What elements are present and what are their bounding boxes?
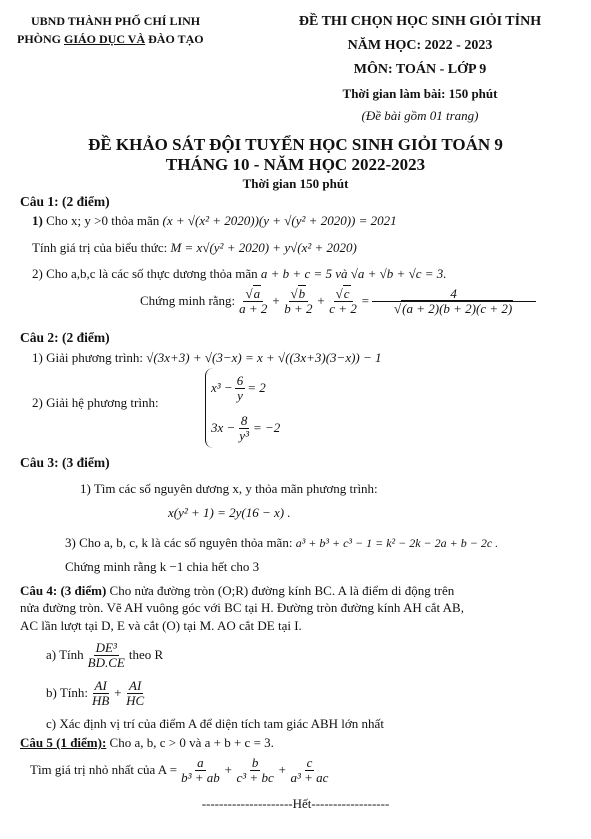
q1-part1-line2-eq: M = x√(y² + 2020) + y√(x² + 2020) [170, 240, 357, 255]
q2-system [205, 368, 280, 448]
q2-system-eq1: x³ − $\frac{6}{y}$ = 2 [211, 372, 266, 403]
q4-heading: Câu 4: (3 điểm) [20, 583, 107, 598]
q1-part2 [32, 266, 447, 282]
q5-heading: Câu 5 (1 điểm): [20, 735, 107, 750]
q1-part2-prove: Chứng minh rằng: $\frac{√a}{a + 2}$ + $\frac{√b}{b + 2}$ + $\frac{√c}{c + 2}$ = $\frac{4}{√(a + 2)(b + 2)(c + 2)}$ [140, 287, 538, 315]
q4-part-c: c) Xác định vị trí của điểm A để diện tích tam giác ABH lớn nhất [46, 716, 384, 731]
survey-time: Thời gian 150 phút [242, 176, 349, 191]
q4-part-a-label: a) Tính [46, 647, 84, 663]
frac-sqrt-a: $\frac{√a}{a + 2}$ [239, 286, 268, 316]
survey-title: ĐỀ KHẢO SÁT ĐỘI TUYỂN HỌC SINH GIỎI TOÁN 9 [88, 135, 503, 154]
q1-part1-line2 [32, 240, 357, 256]
q3-part2-prove: Chứng minh rằng k −1 chia hết cho 3 [65, 559, 260, 574]
q1-part2-text: 2) Cho a,b,c là các số thực dương thỏa mãn [32, 266, 261, 281]
q4-part-a-tail: theo R [128, 647, 164, 663]
q4-line1 [20, 583, 454, 599]
frac-sqrt-b: $\frac{√b}{b + 2}$ [284, 286, 313, 316]
time-limit: Thời gian làm bài: 150 phút [342, 86, 498, 101]
frac-sqrt-c: $\frac{√c}{c + 2}$ [329, 286, 357, 316]
q2-part1-eq: √(3x+3) + √(3−x) = x + √((3x+3)(3−x)) − 1 [146, 350, 382, 365]
q2-heading: Câu 2: (2 điểm) [20, 330, 110, 345]
survey-subtitle: THÁNG 10 - NĂM HỌC 2022-2023 [165, 155, 426, 174]
header-org: UBND THÀNH PHỐ CHÍ LINH [31, 14, 201, 28]
q1-part1-num: 1) [32, 213, 43, 228]
q5-body: Cho a, b, c > 0 và a + b + c = 3. [106, 735, 274, 750]
q3-part2-eq: a³ + b³ + c³ − 1 = k² − 2k − 2a + b − 2c . [295, 536, 499, 550]
page-count: (Đề bài gồm 01 trang) [361, 108, 479, 123]
q5-line1 [20, 735, 274, 751]
q4-part-b: b) Tính: $\frac{AI}{HB}$ + $\frac{AI}{HC}$ [46, 678, 145, 708]
end-marker: ---------------------Hết------------------ [201, 796, 390, 811]
q5-find-text: Tìm giá trị nhỏ nhất của A = [30, 762, 178, 778]
subject: MÔN: TOÁN - LỚP 9 [353, 62, 487, 77]
q1-part2-eq: a + b + c = 5 và √a + √b + √c = 3. [260, 266, 447, 281]
header-dept-a: PHÒNG [17, 32, 64, 46]
q4-body2: nửa đường tròn. Vẽ AH vuông góc với BC tại H. Đường tròn đường kính AH cắt AB, [20, 600, 464, 615]
q2-part2: 2) Giải hệ phương trình: [32, 395, 159, 410]
q3-part1-eq: x(y² + 1) = 2y(16 − x) . [168, 505, 291, 520]
frac-rhs: $\frac{4}{√(a + 2)(b + 2)(c + 2)}$ [372, 287, 536, 315]
q4-body3: AC lần lượt tại D, E và cắt (O) tại M. AO cắt DE tại I. [20, 618, 302, 633]
q2-part1 [32, 350, 382, 366]
q1-heading: Câu 1: (2 điểm) [20, 194, 110, 209]
q3-part1: 1) Tìm các số nguyên dương x, y thỏa mãn phương trình: [80, 481, 378, 496]
q3-part2-text: 3) Cho a, b, c, k là các số nguyên thỏa mãn: [65, 535, 296, 550]
q1-part1-text: Cho x; y >0 thỏa mãn [42, 213, 163, 228]
header-dept-c: ĐÀO TẠO [145, 32, 204, 46]
q2-system-eq2: 3x − $\frac{8}{\text{y³}}$ = −2 [211, 412, 281, 443]
header-dept [17, 32, 204, 47]
q4-part-b-label: b) Tính: [46, 685, 89, 701]
q1-part1-eq: (x + √(x² + 2020))(y + √(y² + 2020)) = 2021 [162, 213, 397, 228]
school-year: NĂM HỌC: 2022 - 2023 [347, 38, 493, 53]
q1-part2-prove-text: Chứng minh rằng: [140, 293, 236, 309]
q4-body1: Cho nửa đường tròn (O;R) đường kính BC. A là điểm di động trên [106, 583, 455, 598]
q5-find: Tìm giá trị nhỏ nhất của A = $\frac{a}{\text{b³ + ab}}$ + $\frac{b}{\text{c³ + bc}}$ + $\frac{c}{\text{a³ + ac}}$ [30, 755, 329, 785]
q1-part1 [32, 213, 397, 229]
q1-part1-line2-text: Tính giá trị của biểu thức: [32, 240, 171, 255]
q3-part2 [65, 535, 498, 551]
header-dept-b: GIÁO DỤC VÀ [64, 32, 146, 46]
exam-title: ĐỀ THI CHỌN HỌC SINH GIỎI TỈNH [298, 14, 542, 29]
q3-heading: Câu 3: (3 điểm) [20, 455, 110, 470]
q4-part-a: a) Tính $\frac{\text{DE³}}{BD.CE}$ theo R [46, 640, 164, 670]
q2-part1-text: 1) Giải phương trình: [32, 350, 147, 365]
